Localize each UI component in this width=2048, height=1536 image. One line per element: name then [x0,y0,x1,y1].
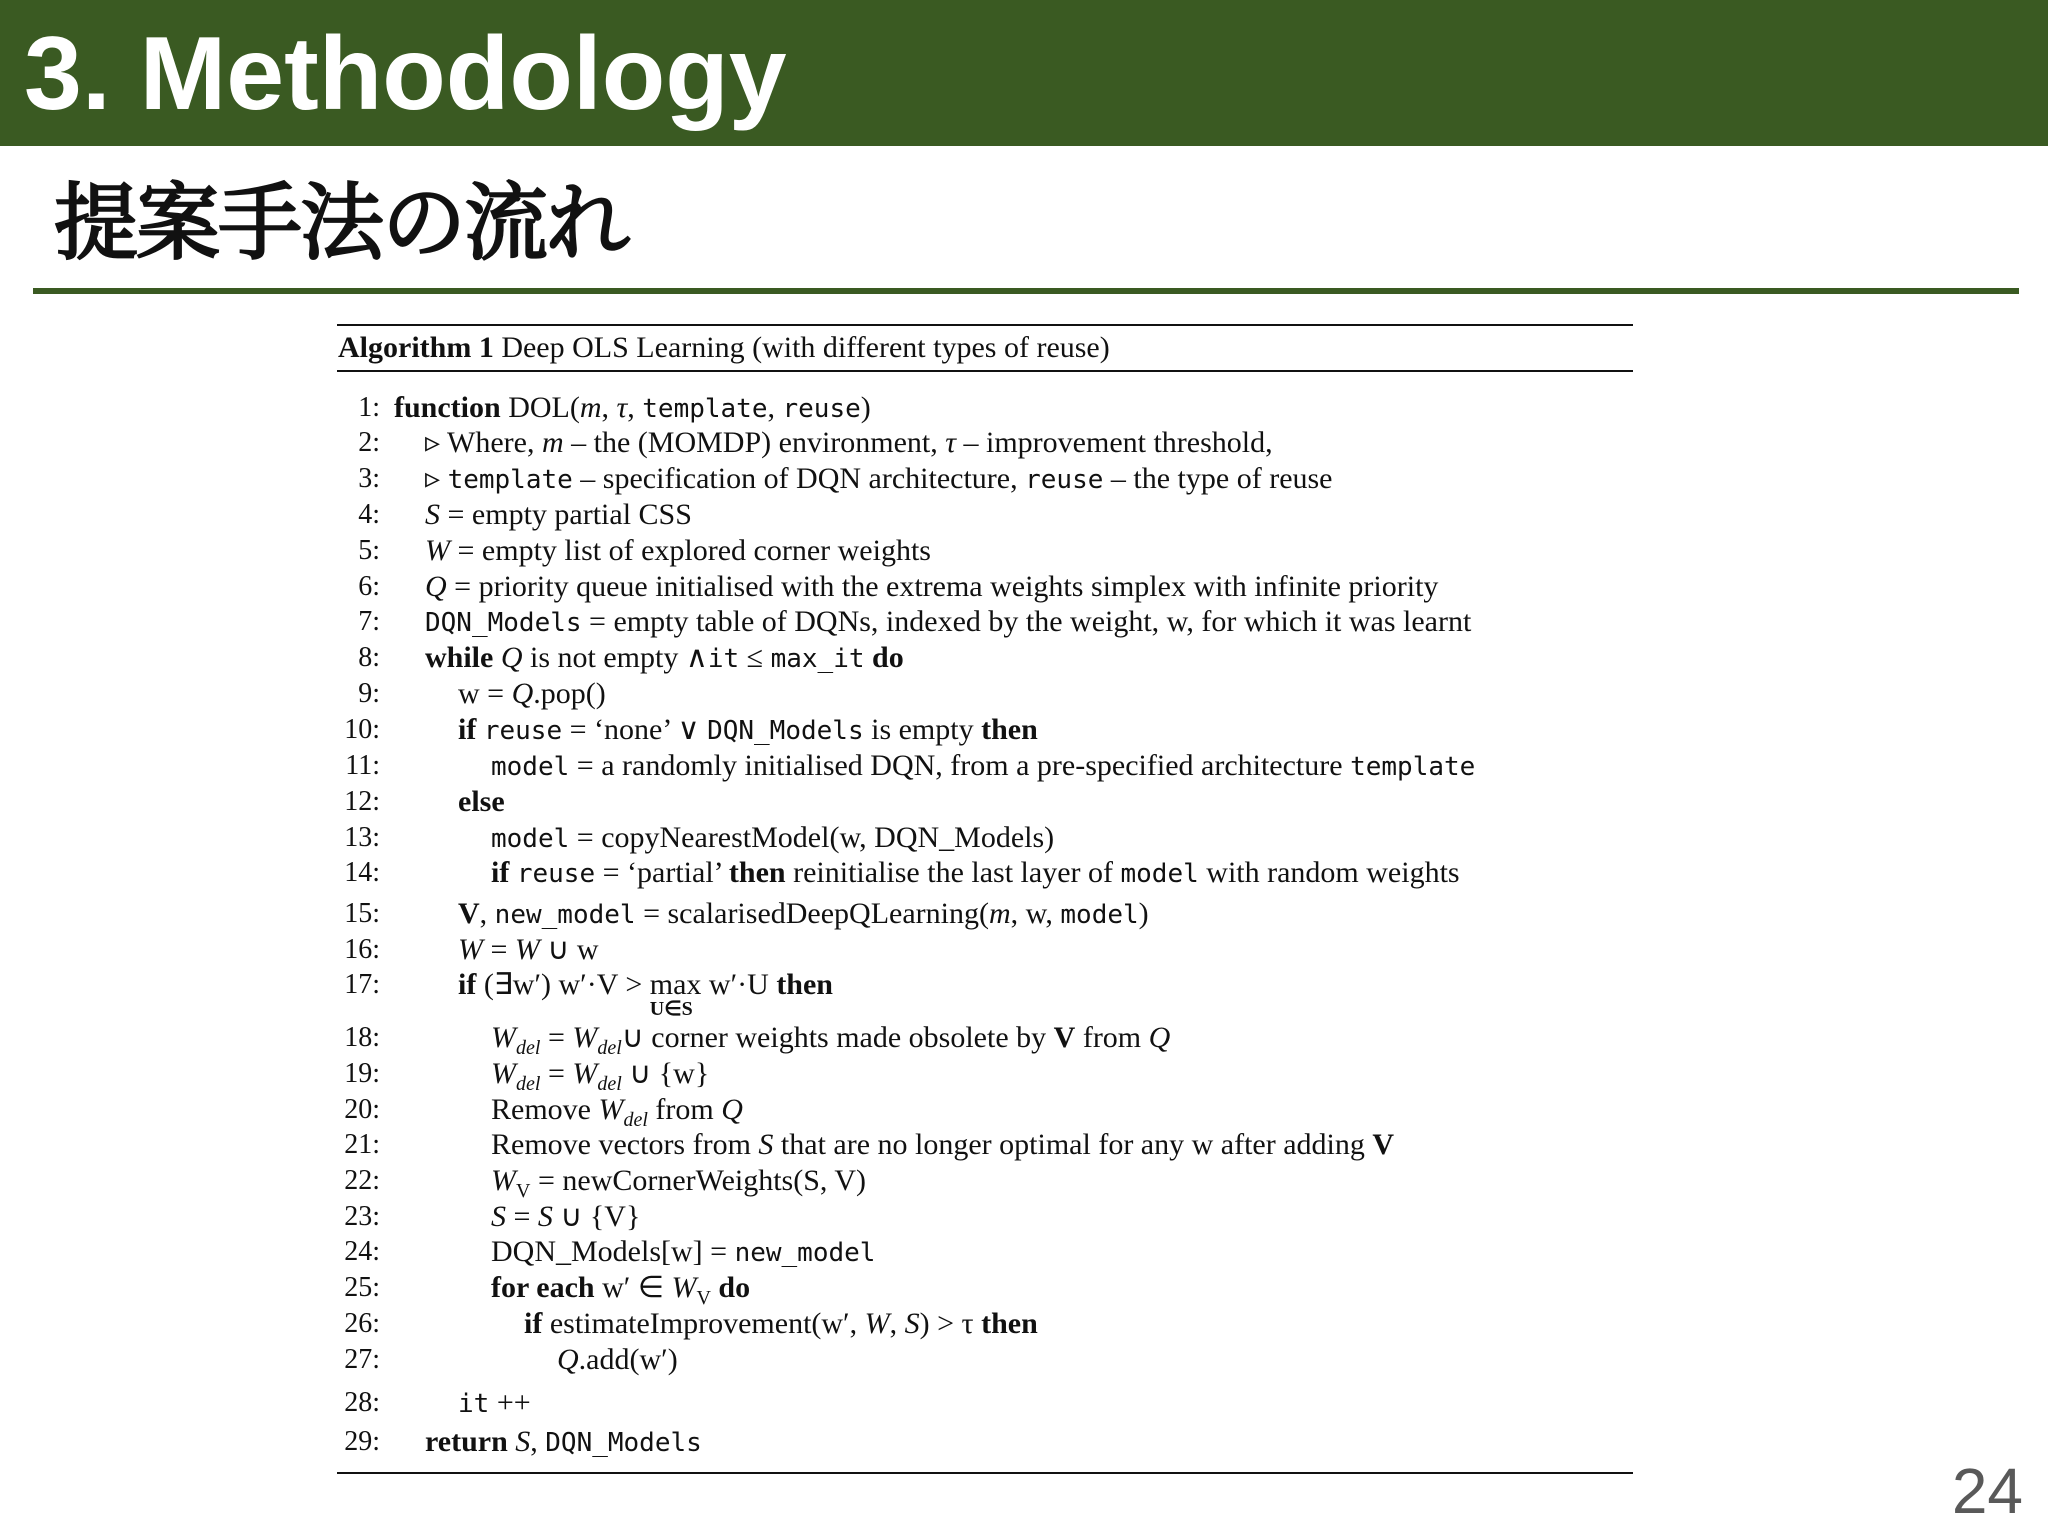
algorithm-bottom-rule [337,1472,1633,1474]
code-var: W [491,1057,516,1090]
code-text: empty table of DQNs, indexed by the weight, w, for which it was learnt [613,605,1472,638]
line-number: 9: [358,678,380,709]
code-mono: it [707,644,740,674]
code-var: m [541,426,564,459]
code-subscript: del [623,1109,648,1131]
code-text: ‘none’ ∨ [594,713,708,746]
line-number: 12: [344,786,380,817]
code-text: = [479,677,512,710]
line-number: 2: [358,427,380,458]
code-text: = [446,570,479,603]
code-subscript: del [597,1037,622,1059]
code-mono: model [491,752,570,782]
code-text: is not empty ∧ [522,641,708,674]
code-text: = [483,933,515,966]
code-text: priority queue initialised with the extrema weights simplex with infinite priority [478,570,1439,603]
line-number: 8: [358,642,380,673]
code-mono: template [642,394,768,424]
code-text: = [540,1021,573,1054]
keyword: then [981,1307,1038,1340]
code-text: – the (MOMDP) environment, [563,426,946,459]
line-number: 3: [358,463,380,494]
code-text: Remove [491,1093,599,1126]
code-var: Q [425,570,447,603]
code-text: with random weights [1198,856,1460,889]
code-subscript: del [516,1037,541,1059]
keyword: then [728,856,786,889]
code-text: – the type of reuse [1103,462,1333,495]
line-number: 1: [358,392,380,423]
code-mono: reuse [782,394,861,424]
slide-title: 3. Methodology [24,16,787,132]
code-text: is empty [863,713,982,746]
line-number: 28: [344,1387,380,1418]
subtitle-underline [33,288,2019,294]
code-mono: DQN_Models [707,716,864,746]
algorithm-title: Deep OLS Learning (with different types of reuse) [501,331,1110,364]
code-subscript: del [597,1073,622,1095]
line-number: 15: [344,898,380,929]
code-text: , [530,1425,546,1458]
keyword: return [425,1425,508,1458]
code-mono: model [1060,900,1139,930]
code-text: , [889,1307,905,1340]
code-text: ∪ {w} [621,1057,710,1090]
line-number: 17: [344,969,380,1000]
code-var: S [515,1425,531,1458]
keyword: if [458,713,477,746]
code-var: S [491,1200,506,1233]
line-number: 24: [344,1236,380,1267]
algorithm-box [337,324,1633,1474]
code-var: S [758,1128,774,1161]
code-var: W [458,933,483,966]
code-mono: reuse [483,716,563,746]
code-var: W [671,1271,697,1304]
code-text: , [1045,897,1061,930]
code-mono: model [1120,859,1199,889]
code-text: = [635,897,668,930]
code-mono: max_it [770,644,865,674]
line-number: 6: [358,571,380,602]
code-var: W [572,1021,598,1054]
code-text: = newCornerWeights(S, V) [530,1164,867,1197]
line-number: 14: [344,857,380,888]
code-mono: reuse [516,859,596,889]
code-var: W [491,1164,516,1197]
code-text: = [581,605,614,638]
code-text: = [506,1200,538,1233]
line-number: 13: [344,822,380,853]
code-var: S [904,1307,920,1340]
keyword: while [425,641,494,674]
line-number: 19: [344,1058,380,1089]
code-mono: new_model [734,1238,876,1268]
code-text: from [1075,1021,1149,1054]
keyword: if [524,1307,543,1340]
code-mono: DQN_Models [425,608,582,638]
code-text: , [601,391,617,424]
code-var: S [425,498,440,531]
line-number: 23: [344,1201,380,1232]
code-text: , [479,897,495,930]
code-text: – improvement threshold, [956,426,1273,459]
algorithm-top-rule [337,324,1633,326]
code-text: w′ ∈ [594,1271,672,1304]
keyword: for each [491,1271,595,1304]
code-text: Where, [447,426,542,459]
code-text: empty list of explored corner weights [481,534,931,567]
code-subscript: V [696,1287,711,1309]
code-text: = [595,856,628,889]
code-text: ∪ {V} [552,1200,641,1233]
algorithm-label: Algorithm 1 [338,331,494,364]
code-var: V [1053,1021,1076,1054]
code-text: ‘partial’ [627,856,729,889]
code-text: from [647,1093,722,1126]
code-text: ∪ [621,1021,644,1054]
max-label: max [649,968,702,1001]
code-mono: reuse [1025,465,1104,495]
line-number: 7: [358,606,380,637]
code-var: m [989,897,1011,930]
code-var: W [864,1307,890,1340]
code-text: ) [860,391,871,424]
algorithm-caption-rule [337,370,1633,372]
keyword: if [491,856,510,889]
code-var: Q [721,1093,743,1126]
code-mono: template [447,465,573,495]
code-text: (∃w′) w′·V > [483,968,650,1001]
line-number: 22: [344,1165,380,1196]
code-text: , [1010,897,1026,930]
keyword: do [718,1271,751,1304]
keyword: then [981,713,1038,746]
code-mono: DQN_Models [545,1428,702,1458]
code-text: w′·U [701,968,777,1001]
code-subscript: V [516,1180,531,1202]
code-text: ≤ [739,641,771,674]
code-text: DOL( [500,391,580,424]
max-operator [649,967,702,1020]
code-text: = [540,1057,573,1090]
line-number: 5: [358,535,380,566]
line-number: 4: [358,499,380,530]
code-text: that are no longer optimal for any w after adding [773,1128,1373,1161]
code-text: ++ [489,1386,531,1419]
code-text: empty partial CSS [471,498,692,531]
code-var: S [537,1200,553,1233]
comment-marker: ▹ [425,426,448,459]
line-number: 18: [344,1022,380,1053]
code-text: reinitialise the last layer of [785,856,1121,889]
line-number: 16: [344,934,380,965]
code-var: V [458,897,480,930]
code-var: V [1372,1128,1395,1161]
slide-subtitle: 提案手法の流れ [54,174,629,272]
page-number: 24 [1951,1455,2023,1527]
line-number: 25: [344,1272,380,1303]
code-subscript: del [516,1073,541,1095]
code-text: , [767,391,783,424]
code-var: Q [1148,1021,1171,1054]
code-var: W [598,1093,624,1126]
code-var: Q [511,677,534,710]
code-text: = [569,821,602,854]
code-var: W [425,534,450,567]
algorithm-caption [338,330,1110,366]
line-number: 27: [344,1344,380,1375]
code-var: W [572,1057,598,1090]
code-text: estimateImprovement(w′, [542,1307,865,1340]
code-var: τ [945,426,957,459]
code-text: = [562,713,595,746]
code-text: = [440,498,472,531]
code-var: W [514,933,540,966]
code-text: ∪ w [539,933,599,966]
code-text: , [627,391,643,424]
comment-marker: ▹ [425,462,448,495]
code-text: copyNearestModel(w, DQN_Models) [601,821,1055,854]
code-text: = [450,534,482,567]
max-subscript: U∈S [649,998,693,1020]
code-text: Remove vectors from [491,1128,759,1161]
keyword: function [394,391,501,424]
code-text: scalarisedDeepQLearning( [667,897,989,930]
code-text: w [1025,897,1046,930]
code-text: corner weights made obsolete by [643,1021,1054,1054]
line-number: 11: [345,750,380,781]
code-text: a randomly initialised DQN, from a pre-specified architecture [601,749,1351,782]
code-text: = [702,1235,735,1268]
code-text: – specification of DQN architecture, [572,462,1026,495]
code-mono: it [458,1389,490,1419]
code-var: m [579,391,602,424]
keyword: do [872,641,904,674]
keyword: else [458,785,505,818]
code-var: Q [500,641,523,674]
line-number: 21: [344,1129,380,1160]
line-number: 29: [344,1426,380,1457]
line-number: 20: [344,1094,380,1125]
code-text: ) [1138,897,1149,930]
code-mono: model [491,824,570,854]
code-var: τ [616,391,628,424]
code-var: W [491,1021,516,1054]
line-number: 26: [344,1308,380,1339]
keyword: if [458,968,477,1001]
code-text: = [569,749,602,782]
code-text: ) > τ [919,1307,982,1340]
code-text: .add(w′) [578,1343,678,1376]
code-var: Q [557,1343,579,1376]
keyword: then [776,968,833,1001]
code-mono: new_model [494,900,636,930]
line-number: 10: [344,714,380,745]
code-text: .pop() [533,677,606,710]
code-mono: template [1350,752,1476,782]
code-text: DQN_Models[w] [491,1235,703,1268]
code-text: w [458,677,480,710]
